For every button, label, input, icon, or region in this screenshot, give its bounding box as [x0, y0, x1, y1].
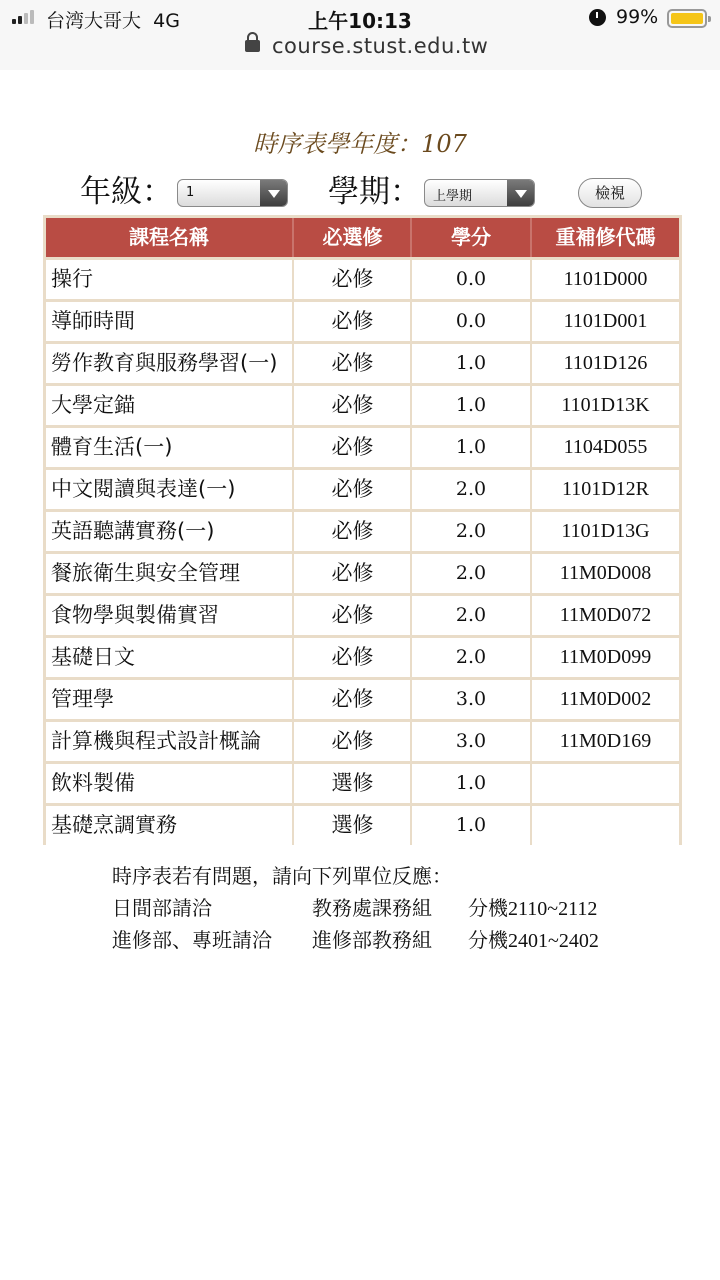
required-type-cell: 必修	[331, 267, 374, 291]
grade-select-value: 1	[186, 185, 195, 200]
header-credits: 學分	[451, 225, 491, 249]
retake-code-cell: 11M0D072	[559, 604, 652, 626]
grade-select[interactable]	[177, 179, 288, 207]
credits-cell: 1.0	[455, 352, 487, 374]
table-row	[46, 260, 679, 299]
retake-code-cell: 11M0D099	[559, 646, 652, 668]
retake-code-cell	[532, 806, 679, 845]
night-unit: 進修部教務組	[312, 928, 432, 952]
course-name-cell: 中文閱讀與表達(一)	[51, 477, 236, 501]
table-row	[46, 428, 679, 467]
retake-code-cell: 11M0D002	[559, 688, 652, 710]
alarm-icon	[589, 9, 606, 26]
day-label: 日間部請洽	[112, 896, 212, 920]
credits-cell: 3.0	[455, 730, 487, 752]
course-name-cell: 導師時間	[51, 309, 135, 333]
header-retake-code: 重補修代碼	[555, 225, 656, 249]
table-row	[46, 344, 679, 383]
course-name-cell: 體育生活(一)	[51, 435, 173, 459]
course-name-cell: 勞作教育與服務學習(一)	[51, 351, 278, 375]
required-type-cell: 必修	[331, 351, 374, 375]
battery-icon	[667, 9, 707, 28]
course-name-cell: 食物學與製備實習	[51, 603, 219, 627]
required-type-cell: 必修	[331, 435, 374, 459]
credits-cell: 2.0	[455, 646, 487, 668]
carrier-label: 台湾大哥大 4G	[46, 10, 180, 32]
required-type-cell: 選修	[331, 771, 374, 795]
course-name-cell: 基礎烹調實務	[51, 813, 177, 837]
credits-cell: 3.0	[455, 688, 487, 710]
table-row	[46, 722, 679, 761]
night-label: 進修部、專班請洽	[112, 928, 272, 952]
course-name-cell: 大學定錨	[51, 393, 135, 417]
lock-icon	[245, 40, 260, 52]
retake-code-cell: 11M0D008	[559, 562, 652, 584]
required-type-cell: 必修	[331, 309, 374, 333]
required-type-cell: 必修	[331, 393, 374, 417]
table-row	[46, 554, 679, 593]
retake-code-cell: 11M0D169	[559, 730, 652, 752]
credits-cell: 2.0	[455, 604, 487, 626]
chevron-down-icon	[260, 180, 287, 206]
required-type-cell: 必修	[331, 561, 374, 585]
battery-percent: 99%	[616, 6, 659, 28]
page-title: 時序表學年度：107	[253, 130, 467, 158]
credits-cell: 1.0	[455, 394, 487, 416]
table-row	[46, 680, 679, 719]
required-type-cell: 必修	[331, 645, 374, 669]
retake-code-cell: 1101D000	[563, 268, 648, 290]
retake-code-cell: 1101D126	[563, 352, 648, 374]
table-row	[46, 302, 679, 341]
required-type-cell: 必修	[331, 729, 374, 753]
footer-note: 時序表若有問題，請向下列單位反應：	[112, 864, 452, 888]
credits-cell: 2.0	[455, 520, 487, 542]
course-name-cell: 基礎日文	[51, 645, 135, 669]
course-name-cell: 操行	[51, 267, 93, 291]
required-type-cell: 必修	[331, 603, 374, 627]
semester-label: 學期：	[328, 174, 421, 210]
required-type-cell: 必修	[331, 687, 374, 711]
credits-cell: 2.0	[455, 562, 487, 584]
table-row	[46, 386, 679, 425]
retake-code-cell	[532, 764, 679, 803]
retake-code-cell: 1101D13G	[561, 520, 650, 542]
url-text[interactable]: course.stust.edu.tw	[272, 34, 489, 58]
credits-cell: 0.0	[455, 310, 487, 332]
course-table	[43, 215, 682, 845]
view-button[interactable]: 檢視	[578, 178, 642, 208]
course-name-cell: 管理學	[51, 687, 114, 711]
status-bar	[0, 0, 720, 38]
table-row	[46, 470, 679, 509]
credits-cell: 2.0	[455, 478, 487, 500]
course-name-cell: 餐旅衛生與安全管理	[51, 561, 240, 585]
day-unit: 教務處課務組	[312, 896, 432, 920]
table-row	[46, 806, 679, 845]
night-ext: 分機2401~2402	[468, 930, 599, 952]
header-course-name: 課程名稱	[129, 225, 209, 249]
credits-cell: 0.0	[455, 268, 487, 290]
course-name-cell: 飲料製備	[51, 771, 135, 795]
table-row	[46, 764, 679, 803]
retake-code-cell: 1104D055	[563, 436, 648, 458]
required-type-cell: 必修	[331, 477, 374, 501]
table-row	[46, 596, 679, 635]
clock: 上午10:13	[308, 9, 412, 33]
retake-code-cell: 1101D001	[563, 310, 648, 332]
header-required: 必選修	[322, 225, 383, 249]
course-name-cell: 計算機與程式設計概論	[51, 729, 261, 753]
course-name-cell: 英語聽講實務(一)	[51, 519, 215, 543]
table-header-row	[46, 218, 679, 257]
semester-select-value: 上學期	[433, 189, 473, 204]
chevron-down-icon	[507, 180, 534, 206]
semester-select[interactable]	[424, 179, 535, 207]
retake-code-cell: 1101D12R	[561, 478, 650, 500]
credits-cell: 1.0	[455, 772, 487, 794]
grade-label: 年級：	[80, 174, 173, 210]
network-label: 4G	[153, 10, 180, 32]
table-row	[46, 638, 679, 677]
day-ext: 分機2110~2112	[468, 898, 598, 920]
required-type-cell: 選修	[331, 813, 374, 837]
credits-cell: 1.0	[455, 436, 487, 458]
table-row	[46, 512, 679, 551]
credits-cell: 1.0	[455, 814, 487, 836]
required-type-cell: 必修	[331, 519, 374, 543]
retake-code-cell: 1101D13K	[561, 394, 650, 416]
